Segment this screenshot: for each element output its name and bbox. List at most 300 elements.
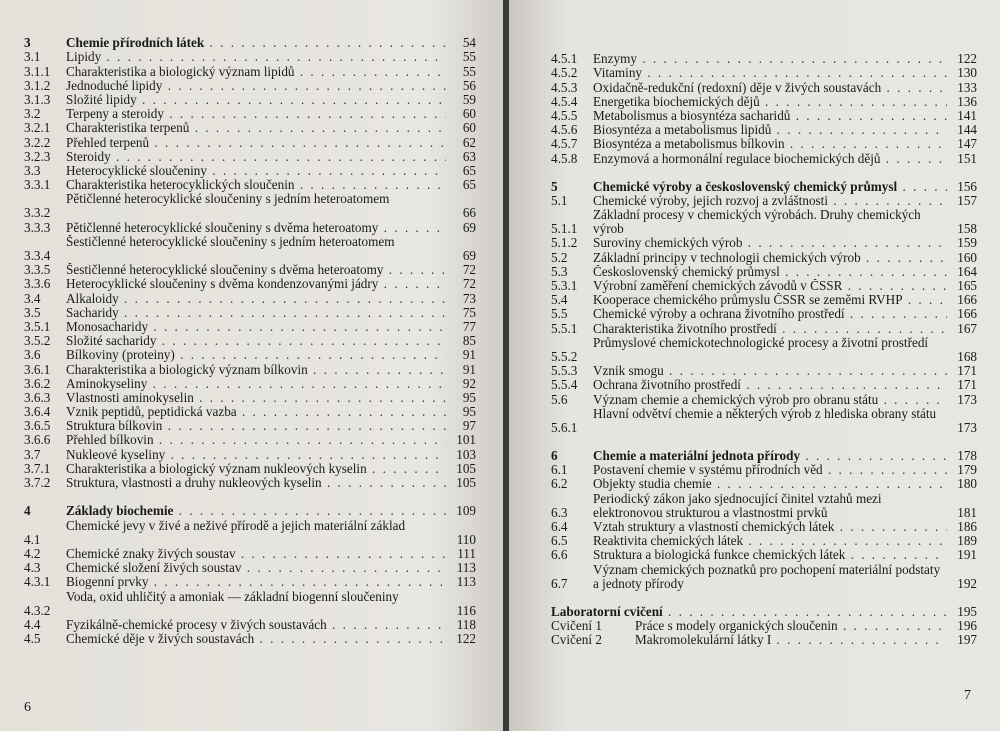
toc-entry-title-text: Objekty studia chemie	[593, 477, 712, 492]
right-page	[509, 0, 1000, 731]
toc-entry-title	[593, 407, 947, 435]
toc-entry-title-text: Charakteristika a biologický význam nukleových kyselin	[66, 461, 367, 476]
toc-entry-page: 178	[957, 448, 977, 464]
toc-entry-number: 3.7.2	[24, 475, 51, 491]
toc-entry-number: 4.5.6	[551, 122, 578, 138]
toc-entry	[24, 320, 476, 334]
toc-entry-title-text: Lipidy	[66, 50, 102, 65]
toc-entry-title-text: Alkaloidy	[66, 291, 119, 306]
toc-entry-title-text: Periodický zákon jako sjednocující činitel vztahů mezi elektronovou strukturou a vlastnostmi prvků	[593, 491, 882, 520]
toc-entry-title	[593, 492, 947, 520]
toc-entry	[24, 476, 476, 490]
toc-chapter-heading	[24, 36, 476, 50]
toc-chapter-heading	[551, 605, 977, 619]
section-gap	[551, 435, 977, 449]
toc-entry	[24, 107, 476, 121]
toc-entry-title-text: Vitaminy	[593, 66, 643, 81]
toc-entry-page: 173	[957, 419, 977, 435]
toc-entry-title	[66, 575, 446, 589]
toc-entry-title	[66, 221, 446, 235]
toc-entry	[551, 293, 977, 307]
toc-entry-page: 75	[462, 304, 476, 320]
toc-entry-title	[66, 164, 446, 178]
toc-entry-page: 55	[462, 63, 476, 79]
toc-entry-title	[66, 519, 446, 547]
toc-entry	[24, 348, 476, 362]
toc-entry-page: 56	[462, 77, 476, 93]
toc-entry-number: 5.4	[551, 292, 568, 308]
toc-entry	[24, 291, 476, 305]
toc-entry-title-text: Makromolekulární látky I	[635, 633, 772, 648]
toc-entry-number: 5	[551, 178, 558, 194]
toc-entry-page: 168	[957, 348, 977, 364]
toc-entry-title	[593, 548, 947, 562]
toc-entry-page: 73	[462, 290, 476, 306]
toc-entry-number: 3.1.2	[24, 77, 51, 93]
toc-entry-number: 3.2.2	[24, 134, 51, 150]
toc-entry-title	[593, 95, 947, 109]
toc-entry	[24, 178, 476, 192]
toc-entry-number: 6.1	[551, 462, 568, 478]
toc-entry-title	[66, 419, 446, 433]
toc-entry-title	[593, 336, 947, 364]
toc-entry	[551, 407, 977, 435]
toc-entry-number: 3.6.1	[24, 361, 51, 377]
toc-entry	[24, 419, 476, 433]
toc-entry-title	[66, 79, 446, 93]
toc-entry	[24, 547, 476, 561]
toc-entry-page: 60	[462, 120, 476, 136]
toc-entry-title-text: Enzymová a hormonální regulace biochemických dějů	[593, 151, 881, 166]
toc-entry-title-text: Chemické děje v živých soustavách	[66, 631, 255, 646]
toc-entry-number: 5.1.2	[551, 235, 578, 251]
toc-entry	[24, 93, 476, 107]
toc-entry-title	[66, 632, 446, 646]
toc-entry-page: 118	[456, 616, 476, 632]
toc-entry-number: 3.6.3	[24, 389, 51, 405]
toc-entry-page: 54	[462, 35, 476, 51]
toc-entry-number: 5.1.1	[551, 221, 578, 237]
toc-entry	[24, 447, 476, 461]
toc-left	[24, 36, 476, 646]
toc-entry	[24, 164, 476, 178]
toc-entry-title	[593, 123, 947, 137]
toc-entry-number: 4.1	[24, 531, 41, 547]
toc-entry-page: 164	[957, 263, 977, 279]
toc-entry	[551, 378, 977, 392]
toc-entry	[24, 150, 476, 164]
toc-entry-title	[66, 263, 446, 277]
toc-entry-number: 5.5.2	[551, 348, 578, 364]
toc-entry	[24, 377, 476, 391]
toc-entry-number: 3.3.6	[24, 276, 51, 292]
section-gap	[24, 490, 476, 504]
toc-entry-title-text: Kooperace chemického průmyslu ČSSR se zeměmi RVHP	[593, 293, 903, 308]
toc-entry-number: 3.3.5	[24, 262, 51, 278]
toc-entry-title	[593, 293, 947, 307]
toc-entry-title-text: Ochrana životního prostředí	[593, 378, 741, 393]
toc-entry-page: 97	[462, 418, 476, 434]
toc-entry-title-text: Jednoduché lipidy	[66, 78, 163, 93]
toc-entry-number: 5.6.1	[551, 419, 578, 435]
toc-entry-title-text: Chemie a materiální jednota přírody	[593, 449, 801, 464]
toc-entry	[551, 151, 977, 165]
toc-entry-page: 181	[957, 504, 977, 520]
toc-entry	[24, 50, 476, 64]
toc-entry-title-text: Základní procesy v chemických výrobách. Druhy chemických výrob	[593, 208, 921, 237]
toc-entry-title	[593, 194, 947, 208]
toc-entry-page: 195	[957, 604, 977, 620]
toc-entry-title	[66, 348, 446, 362]
toc-entry-title-text: Oxidačně-redukční (redoxní) děje v živých soustavách	[593, 80, 882, 95]
toc-entry-title	[593, 563, 947, 591]
toc-entry-page: 91	[462, 361, 476, 377]
toc-entry-title	[66, 618, 446, 632]
toc-entry-number: 3.5.1	[24, 318, 51, 334]
toc-entry-title-text: Fyzikálně-chemické procesy v živých soustavách	[66, 617, 327, 632]
toc-entry-title-text: Suroviny chemických výrob	[593, 236, 743, 251]
toc-entry-number: 3.6	[24, 347, 41, 363]
toc-entry-title-text: Terpeny a steroidy	[66, 107, 164, 122]
toc-entry-page: 111	[457, 545, 476, 561]
toc-entry-title-text: Přehled terpenů	[66, 135, 150, 150]
toc-entry-title-text: Nukleové kyseliny	[66, 447, 166, 462]
toc-entry	[24, 618, 476, 632]
toc-entry-number: 3.5.2	[24, 333, 51, 349]
toc-entry-number: 3.3.2	[24, 205, 51, 221]
toc-entry-title	[66, 476, 446, 490]
toc-entry-title-text: Metabolismus a biosyntéza sacharidů	[593, 108, 791, 123]
toc-entry-page: 186	[957, 519, 977, 535]
toc-entry-number: 5.5.3	[551, 363, 578, 379]
toc-entry	[551, 307, 977, 321]
toc-entry-number: 3.2.3	[24, 148, 51, 164]
toc-entry	[551, 619, 977, 633]
toc-entry-title-text: Steroidy	[66, 149, 111, 164]
toc-entry-title	[66, 547, 446, 561]
toc-entry-page: 103	[456, 446, 476, 462]
toc-entry-page: 197	[957, 632, 977, 648]
section-gap	[551, 166, 977, 180]
toc-entry	[24, 235, 476, 263]
toc-entry-number: 3.7.1	[24, 460, 51, 476]
toc-entry	[551, 208, 977, 236]
toc-entry-number: 5.3	[551, 263, 568, 279]
toc-chapter-heading	[551, 180, 977, 194]
toc-entry-title-text: Struktura bílkovin	[66, 419, 163, 434]
toc-entry-page: 85	[462, 333, 476, 349]
toc-entry-page: 192	[957, 575, 977, 591]
toc-entry-title	[66, 504, 446, 518]
toc-entry-title-text: Charakteristika a biologický význam lipidů	[66, 64, 295, 79]
toc-entry-title-text: Šestičlenné heterocyklické sloučeniny s jedním heteroatomem	[66, 235, 395, 250]
toc-entry-title-text: Laboratorní cvičení	[551, 605, 663, 620]
toc-entry-title-text: Chemické znaky živých soustav	[66, 546, 236, 561]
toc-entry-title	[66, 433, 446, 447]
toc-entry-number: 3.6.5	[24, 418, 51, 434]
toc-entry-number: 3.6.2	[24, 375, 51, 391]
toc-entry-page: 166	[957, 306, 977, 322]
toc-entry	[551, 250, 977, 264]
toc-entry-number: 5.3.1	[551, 278, 578, 294]
toc-entry-number: 6	[551, 448, 558, 464]
toc-entry	[24, 405, 476, 419]
toc-entry-title	[593, 378, 947, 392]
toc-entry-page: 173	[957, 391, 977, 407]
toc-entry-title-text: Biosyntéza a metabolismus lipidů	[593, 123, 772, 138]
toc-entry-title	[66, 36, 446, 50]
toc-entry-title-text: Práce s modely organických sloučenin	[635, 619, 838, 634]
toc-entry-page: 180	[957, 476, 977, 492]
toc-entry-number: 5.5.1	[551, 320, 578, 336]
toc-entry-title	[593, 279, 947, 293]
toc-entry-title-text: Charakteristika terpenů	[66, 121, 190, 136]
toc-entry	[551, 123, 977, 137]
toc-entry-number: 4	[24, 503, 31, 519]
toc-entry-title	[66, 136, 446, 150]
toc-entry-page: 113	[456, 559, 476, 575]
toc-entry-page: 191	[957, 547, 977, 563]
toc-entry	[551, 321, 977, 335]
toc-entry	[24, 121, 476, 135]
toc-entry-title-text: Struktura a biologická funkce chemických látek	[593, 548, 846, 563]
toc-entry-title	[66, 277, 446, 291]
toc-entry-number: 3.2	[24, 106, 41, 122]
toc-entry	[551, 463, 977, 477]
toc-entry-title-text: Aminokyseliny	[66, 376, 148, 391]
toc-entry-page: 65	[462, 162, 476, 178]
toc-entry-page: 165	[957, 278, 977, 294]
toc-entry-number: 3.3.3	[24, 219, 51, 235]
toc-entry-title	[66, 192, 446, 220]
toc-entry-page: 62	[462, 134, 476, 150]
toc-entry	[24, 263, 476, 277]
toc-entry-page: 72	[462, 262, 476, 278]
toc-entry-number: 3.2.1	[24, 120, 51, 136]
toc-entry-title	[66, 320, 446, 334]
toc-entry	[551, 633, 977, 647]
toc-entry-page: 60	[462, 106, 476, 122]
toc-entry-number: 4.5.5	[551, 107, 578, 123]
toc-entry-page: 69	[462, 248, 476, 264]
toc-entry-title-text: Pětičlenné heterocyklické sloučeniny s jedním heteroatomem	[66, 192, 390, 207]
toc-entry-title	[66, 462, 446, 476]
toc-entry	[24, 433, 476, 447]
toc-entry	[24, 64, 476, 78]
toc-entry-title	[593, 322, 947, 336]
toc-entry	[24, 334, 476, 348]
toc-entry-number: 4.3.1	[24, 574, 51, 590]
toc-entry	[24, 192, 476, 220]
toc-entry	[24, 589, 476, 617]
toc-entry-title	[593, 364, 947, 378]
toc-entry-page: 160	[957, 249, 977, 265]
toc-entry	[24, 391, 476, 405]
toc-entry	[551, 392, 977, 406]
toc-entry-title-text: Vznik smogu	[593, 364, 664, 379]
toc-entry-number: 6.5	[551, 533, 568, 549]
toc-right	[551, 52, 977, 647]
toc-entry-title	[66, 65, 446, 79]
toc-entry-page: 59	[462, 91, 476, 107]
toc-entry-page: 130	[957, 65, 977, 81]
toc-entry-title	[66, 590, 446, 618]
toc-entry-number: 3	[24, 35, 31, 51]
toc-entry-title-text: Bílkoviny (proteiny)	[66, 348, 175, 363]
toc-entry	[24, 518, 476, 546]
toc-entry-title	[593, 307, 947, 321]
toc-entry-title-text: Šestičlenné heterocyklické sloučeniny s dvěma heteroatomy	[66, 263, 384, 278]
toc-entry-number: 6.4	[551, 519, 568, 535]
toc-entry-page: 95	[462, 389, 476, 405]
toc-entry-page: 156	[957, 178, 977, 194]
toc-entry-title	[66, 448, 446, 462]
toc-entry-number: 3.7	[24, 446, 41, 462]
toc-entry-title-text: Charakteristika heterocyklických sloučenin	[66, 178, 295, 193]
toc-entry-title-text: Vztah struktury a vlastností chemických látek	[593, 520, 835, 535]
page-number-right: 7	[964, 688, 971, 703]
toc-entry-title	[66, 178, 446, 192]
toc-entry-number: 3.1	[24, 49, 41, 65]
toc-entry-title-text: Chemické výroby a ochrana životního prostředí	[593, 307, 845, 322]
toc-entry-number: 4.4	[24, 616, 41, 632]
toc-entry-page: 63	[462, 148, 476, 164]
toc-entry-title-text: Význam chemických poznatků pro pochopení materiální podstaty a jednoty přírody	[593, 562, 941, 591]
toc-entry-page: 136	[957, 93, 977, 109]
toc-entry-title	[593, 449, 947, 463]
toc-entry-page: 171	[957, 377, 977, 393]
toc-entry-title-text: Charakteristika a biologický význam bílkovin	[66, 362, 308, 377]
toc-entry-title	[593, 180, 947, 194]
toc-entry-number: 5.5.4	[551, 377, 578, 393]
toc-entry	[551, 336, 977, 364]
toc-entry	[24, 220, 476, 234]
toc-entry	[551, 562, 977, 590]
toc-entry-title-text: Chemické výroby, jejich rozvoj a zvláštnosti	[593, 193, 828, 208]
toc-entry-page: 141	[957, 107, 977, 123]
toc-entry-page: 91	[462, 347, 476, 363]
toc-entry-title-text: Složité lipidy	[66, 92, 137, 107]
toc-entry-number: 4.2	[24, 545, 41, 561]
toc-entry-number: 4.5.7	[551, 136, 578, 152]
toc-entry	[551, 279, 977, 293]
toc-entry-page: 105	[456, 475, 476, 491]
toc-entry	[24, 79, 476, 93]
toc-entry-title-text: Reaktivita chemických látek	[593, 534, 744, 549]
toc-chapter-heading	[24, 504, 476, 518]
toc-entry	[551, 80, 977, 94]
toc-entry-title	[66, 292, 446, 306]
toc-entry-number: Cvičení 1	[551, 618, 602, 634]
toc-entry-title	[66, 107, 446, 121]
toc-entry-title-text: Chemie přírodních látek	[66, 36, 205, 51]
toc-entry-number: 6.7	[551, 575, 568, 591]
toc-entry-title	[593, 152, 947, 166]
toc-entry-number: 5.5	[551, 306, 568, 322]
toc-entry	[24, 561, 476, 575]
toc-entry-title	[593, 52, 947, 66]
toc-entry-title-text: Československý chemický průmysl	[593, 264, 780, 279]
toc-entry-title-text: Přehled bílkovin	[66, 433, 154, 448]
toc-entry-page: 65	[462, 177, 476, 193]
toc-entry-number: 3.4	[24, 290, 41, 306]
toc-entry	[24, 462, 476, 476]
toc-entry-page: 55	[462, 49, 476, 65]
toc-entry-title-text: Výrobní zaměření chemických závodů v ČSSR	[593, 279, 843, 294]
toc-entry-page: 110	[456, 531, 476, 547]
toc-entry-title-text: Charakteristika životního prostředí	[593, 321, 777, 336]
toc-entry-title	[593, 81, 947, 95]
toc-entry-page: 144	[957, 122, 977, 138]
toc-entry-number: 4.5.3	[551, 79, 578, 95]
toc-entry-number: 3.3.4	[24, 248, 51, 264]
toc-entry-title-text: Chemické složení živých soustav	[66, 560, 242, 575]
toc-entry-number: 4.3	[24, 559, 41, 575]
toc-entry-number: 6.2	[551, 476, 568, 492]
toc-entry	[24, 277, 476, 291]
toc-entry-number: 3.1.3	[24, 91, 51, 107]
toc-entry-title	[635, 619, 947, 633]
toc-entry-title	[593, 477, 947, 491]
toc-entry-page: 179	[957, 462, 977, 478]
toc-entry-page: 167	[957, 320, 977, 336]
toc-entry-title-text: Průmyslové chemickotechnologické procesy a životní prostředí	[593, 335, 929, 350]
toc-entry-title	[593, 236, 947, 250]
toc-entry-title	[593, 520, 947, 534]
toc-entry-title-text: Význam chemie a chemických výrob pro obranu státu	[593, 392, 879, 407]
toc-entry-title	[66, 150, 446, 164]
toc-entry-title-text: Postavení chemie v systému přírodních věd	[593, 463, 823, 478]
toc-entry-title-text: Složité sacharidy	[66, 334, 157, 349]
toc-entry-title	[66, 235, 446, 263]
toc-entry	[551, 491, 977, 519]
toc-entry-number: 3.1.1	[24, 63, 51, 79]
toc-entry-page: 101	[456, 432, 476, 448]
toc-entry-title	[66, 377, 446, 391]
toc-entry-page: 66	[462, 205, 476, 221]
toc-entry-title	[551, 605, 947, 619]
toc-entry-page: 171	[957, 363, 977, 379]
toc-entry-title	[593, 393, 947, 407]
toc-entry-title-text: Základy biochemie	[66, 504, 174, 519]
toc-entry-title-text: Biosyntéza a metabolismus bílkovin	[593, 137, 785, 152]
toc-entry-title	[66, 363, 446, 377]
toc-entry	[551, 534, 977, 548]
toc-entry	[551, 364, 977, 378]
toc-entry	[551, 477, 977, 491]
toc-entry	[551, 520, 977, 534]
toc-entry	[551, 236, 977, 250]
toc-entry-page: 109	[456, 503, 476, 519]
toc-entry	[551, 95, 977, 109]
toc-entry-number: 4.5.1	[551, 51, 578, 67]
toc-entry	[24, 632, 476, 646]
toc-entry	[551, 137, 977, 151]
toc-entry-number: 5.6	[551, 391, 568, 407]
toc-entry-title-text: Heterocyklické sloučeniny	[66, 163, 207, 178]
toc-entry-title	[66, 561, 446, 575]
toc-entry-title	[593, 137, 947, 151]
toc-entry-title-text: Sacharidy	[66, 305, 119, 320]
toc-entry-number: 5.1	[551, 192, 568, 208]
toc-entry-number: 4.5.8	[551, 150, 578, 166]
toc-entry-page: 69	[462, 219, 476, 235]
toc-entry-title-text: Voda, oxid uhličitý a amoniak — základní biogenní sloučeniny	[66, 589, 399, 604]
toc-entry-page: 92	[462, 375, 476, 391]
toc-entry-title-text: Chemické výroby a československý chemický průmysl	[593, 179, 898, 194]
toc-entry-title-text: Chemické jevy v živé a neživé přírodě a jejich materiální základ	[66, 518, 406, 533]
toc-entry-number: 3.6.4	[24, 404, 51, 420]
